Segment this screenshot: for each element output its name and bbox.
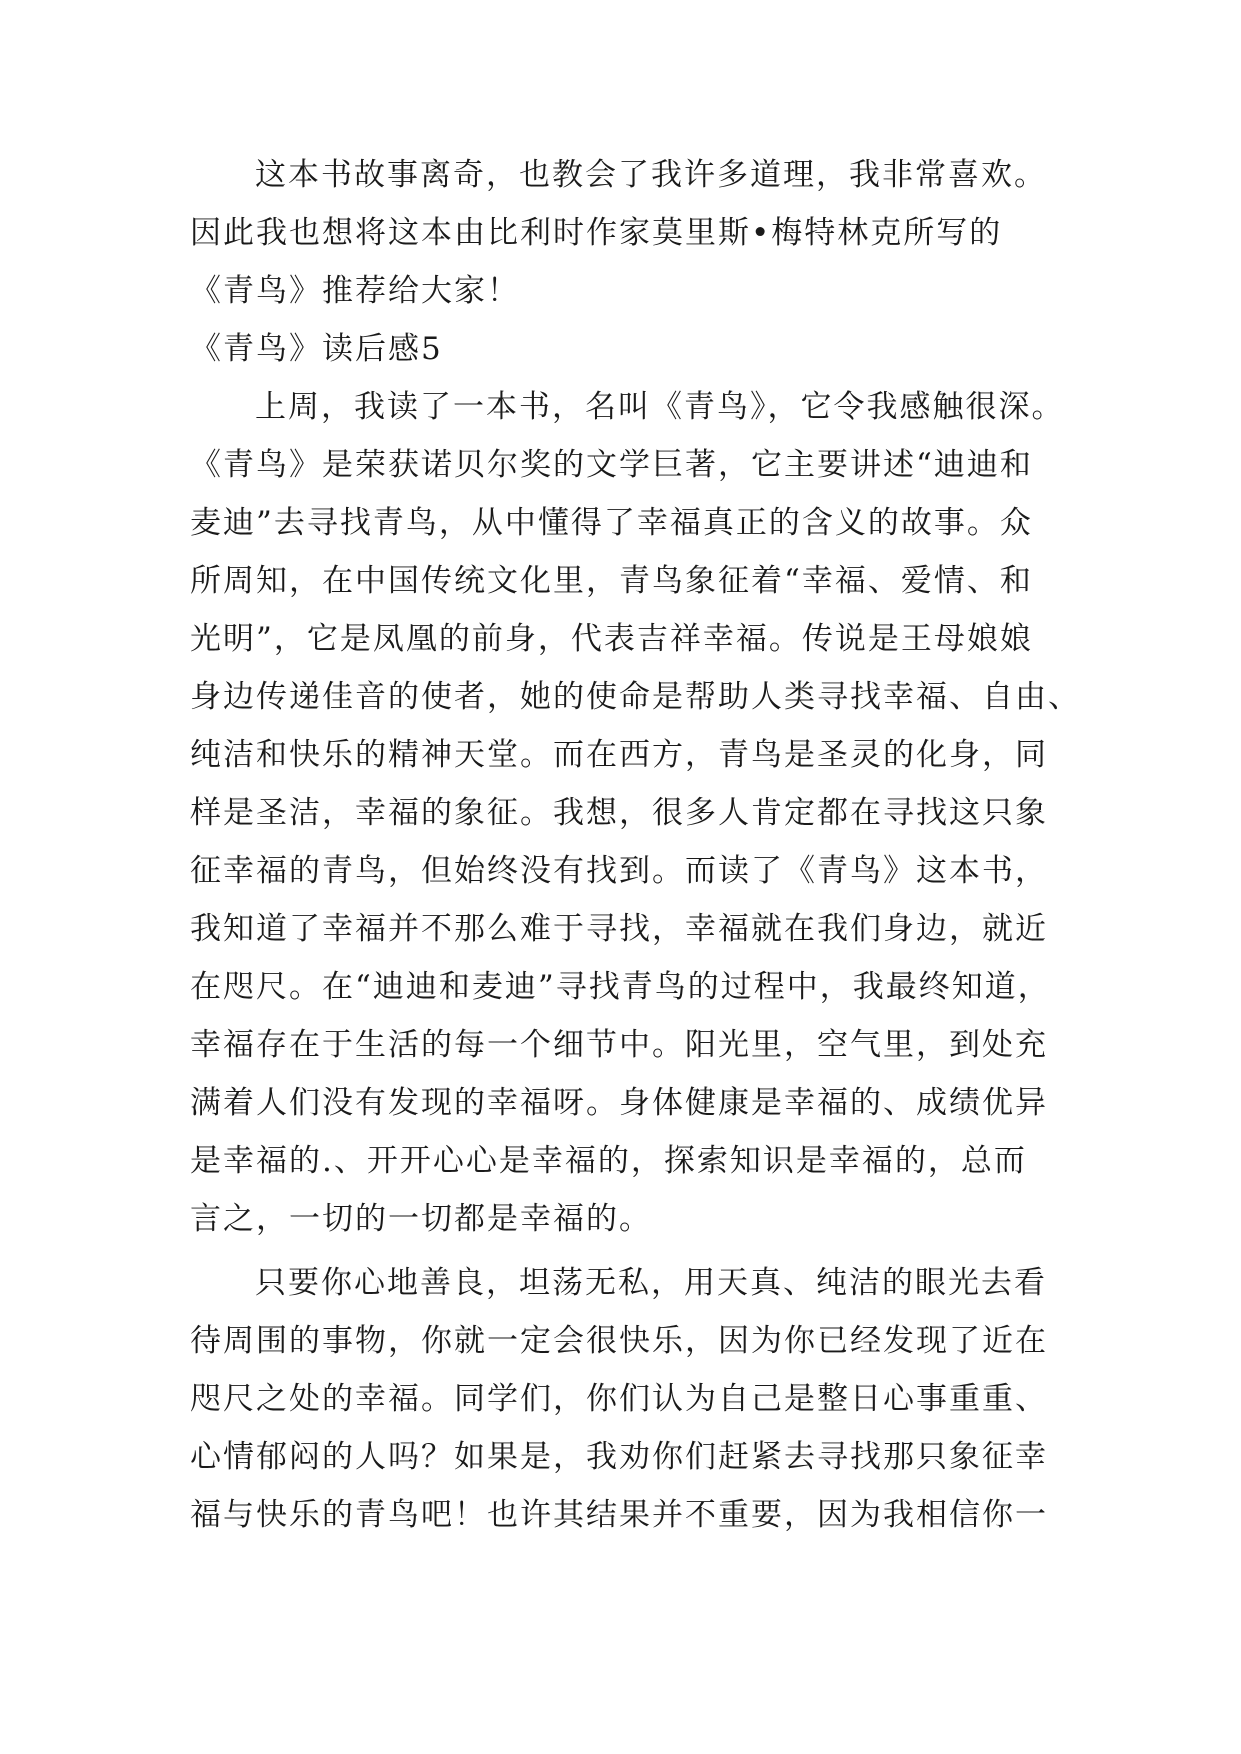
paragraph-line: 所周知，在中国传统文化里，青鸟象征着“幸福、爱情、和 [190,563,1033,599]
paragraph-line: 在咫尺。在“迪迪和麦迪”寻找青鸟的过程中，我最终知道， [190,969,1051,1005]
paragraph-line: 是幸福的.、开开心心是幸福的，探索知识是幸福的，总而 [190,1143,1027,1179]
paragraph-line: 征幸福的青鸟，但始终没有找到。而读了《青鸟》这本书， [190,853,1048,889]
paragraph-line: 我知道了幸福并不那么难于寻找，幸福就在我们身边，就近 [190,911,1048,947]
paragraph-line: 《青鸟》是荣获诺贝尔奖的文学巨著，它主要讲述“迪迪和 [190,447,1033,483]
paragraph-line: 心情郁闷的人吗？如果是，我劝你们赶紧去寻找那只象征幸 [190,1439,1048,1475]
paragraph-line: 只要你心地善良，坦荡无私，用天真、纯洁的眼光去看 [255,1265,1047,1301]
paragraph-line: 福与快乐的青鸟吧！也许其结果并不重要，因为我相信你一 [190,1497,1048,1533]
paragraph-line: 麦迪”去寻找青鸟，从中懂得了幸福真正的含义的故事。众 [190,505,1033,541]
paragraph-line: 咫尺之处的幸福。同学们，你们认为自己是整日心事重重、 [190,1381,1048,1417]
paragraph-line: 光明”，它是凤凰的前身，代表吉祥幸福。传说是王母娘娘 [190,621,1033,657]
section-heading: 《青鸟》读后感5 [190,331,443,367]
paragraph-line: 纯洁和快乐的精神天堂。而在西方，青鸟是圣灵的化身，同 [190,737,1048,773]
paragraph-line: 幸福存在于生活的每一个细节中。阳光里，空气里，到处充 [190,1027,1048,1063]
paragraph-line: 样是圣洁，幸福的象征。我想，很多人肯定都在寻找这只象 [190,795,1048,831]
paragraph-line: 因此我也想将这本由比利时作家莫里斯•梅特林克所写的 [190,215,1003,251]
paragraph-line: 言之，一切的一切都是幸福的。 [190,1201,652,1237]
paragraph-line: 《青鸟》推荐给大家！ [190,273,520,309]
paragraph-line: 这本书故事离奇，也教会了我许多道理，我非常喜欢。 [255,157,1047,193]
paragraph-line: 满着人们没有发现的幸福呀。身体健康是幸福的、成绩优异 [190,1085,1048,1121]
paragraph-line: 上周，我读了一本书，名叫《青鸟》，它令我感触很深。 [255,389,1065,425]
paragraph-line: 待周围的事物，你就一定会很快乐，因为你已经发现了近在 [190,1323,1048,1359]
paragraph-line: 身边传递佳音的使者，她的使命是帮助人类寻找幸福、自由、 [190,679,1081,715]
